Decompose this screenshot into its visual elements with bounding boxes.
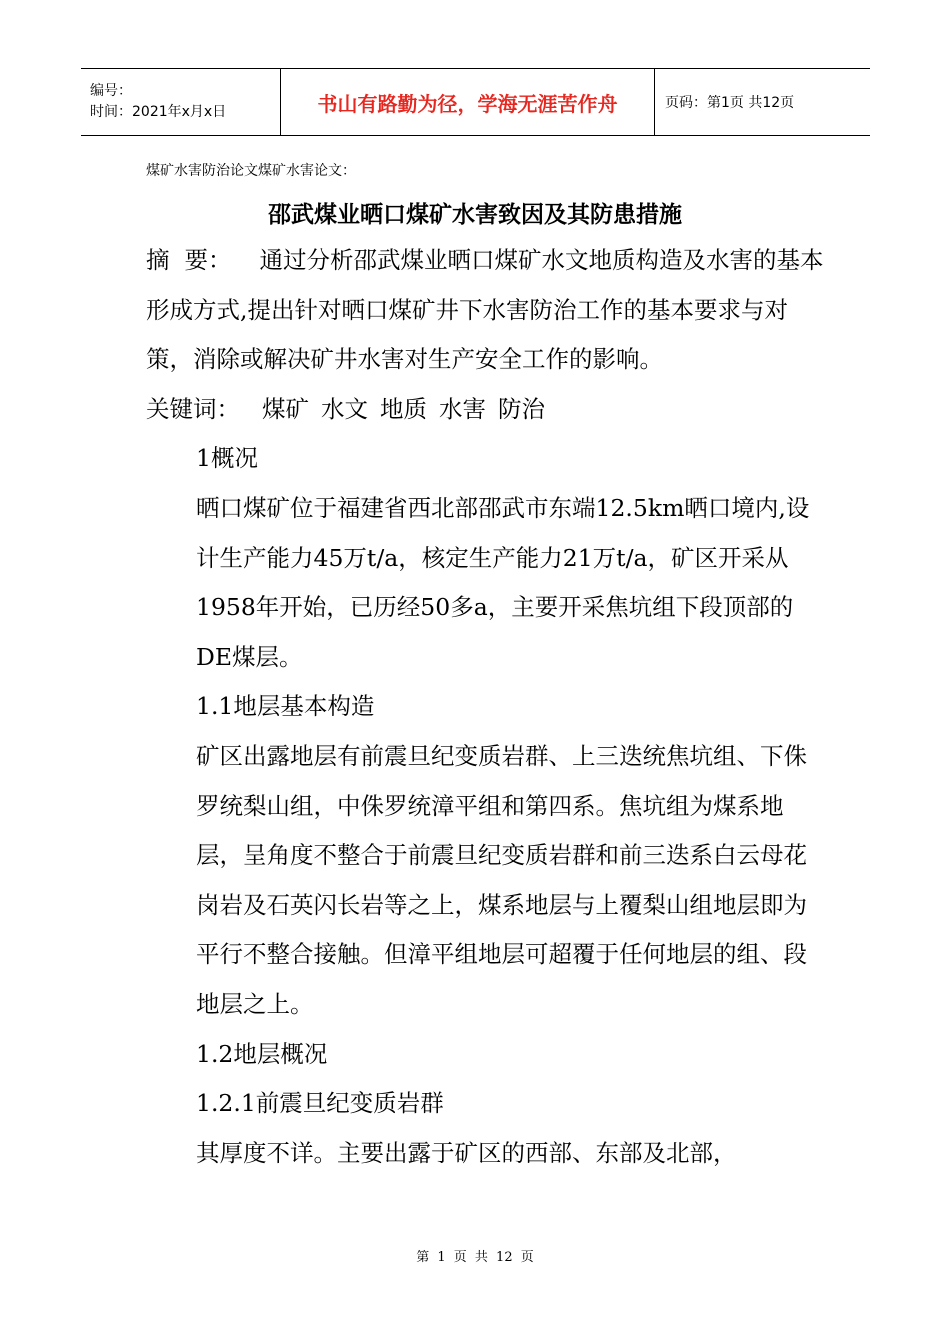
keyword: 水文 <box>321 394 368 423</box>
abstract-paragraph <box>146 236 826 385</box>
header-meta-cell <box>81 69 281 135</box>
document-number-label: 编号： <box>90 83 132 99</box>
document-body <box>146 236 826 1178</box>
document-title: 邵武煤业晒口煤矿水害致因及其防患措施 <box>268 202 682 228</box>
section-heading: 1.1地层基本构造 <box>196 692 375 721</box>
category-line: 煤矿水害防治论文煤矿水害论文： <box>146 163 356 179</box>
abstract-text: 通过分析邵武煤业晒口煤矿水文地质构造及水害的基本形成方式,提出针对晒口煤矿井下水害防治工作的基本要求与对策，消除或解决矿井水害对生产安全工作的影响。 <box>146 246 824 374</box>
keyword: 煤矿 <box>262 394 309 423</box>
abstract-label: 摘 要： <box>146 246 232 274</box>
keyword: 水害 <box>439 394 486 423</box>
keyword: 地质 <box>380 394 427 423</box>
header-table <box>81 68 870 136</box>
section-heading: 1.2地层概况 <box>196 1039 328 1068</box>
body-paragraph: 晒口煤矿位于福建省西北部邵武市东端12.5km晒口境内,设计生产能力45万t/a，核定生产能力21万t/a，矿区开采从1958年开始，已历经50多a，主要开采焦坑组下段顶部的DE煤层。 <box>196 493 810 671</box>
keywords-line <box>146 385 826 435</box>
header-motto: 书山有路勤为径，学海无涯苦作舟 <box>317 91 618 116</box>
document-time: 时间：2021年x月x日 <box>90 104 227 120</box>
header-page-info: 页码：第1页 共12页 <box>665 95 795 111</box>
body-paragraph: 矿区出露地层有前震旦纪变质岩群、上三迭统焦坑组、下侏罗统梨山组，中侏罗统漳平组和第四系。焦坑组为煤系地层，呈角度不整合于前震旦纪变质岩群和前三迭系白云母花岗岩及石英闪长岩等之上，煤系地层与上覆梨山组地层即为平行不整合接触。但漳平组地层可超覆于任何地层的组、段地层之上。 <box>196 741 807 1018</box>
keyword: 防治 <box>498 394 545 423</box>
page-footer: 第 1 页 共 12 页 <box>416 1250 534 1265</box>
header-motto-cell <box>281 69 655 135</box>
keywords-label: 关键词： <box>146 394 240 423</box>
section-heading: 1.2.1前震旦纪变质岩群 <box>196 1089 444 1118</box>
body-paragraph: 其厚度不详。主要出露于矿区的西部、东部及北部， <box>196 1138 737 1167</box>
header-page-cell <box>655 69 870 135</box>
section-heading: 1概况 <box>196 444 258 473</box>
